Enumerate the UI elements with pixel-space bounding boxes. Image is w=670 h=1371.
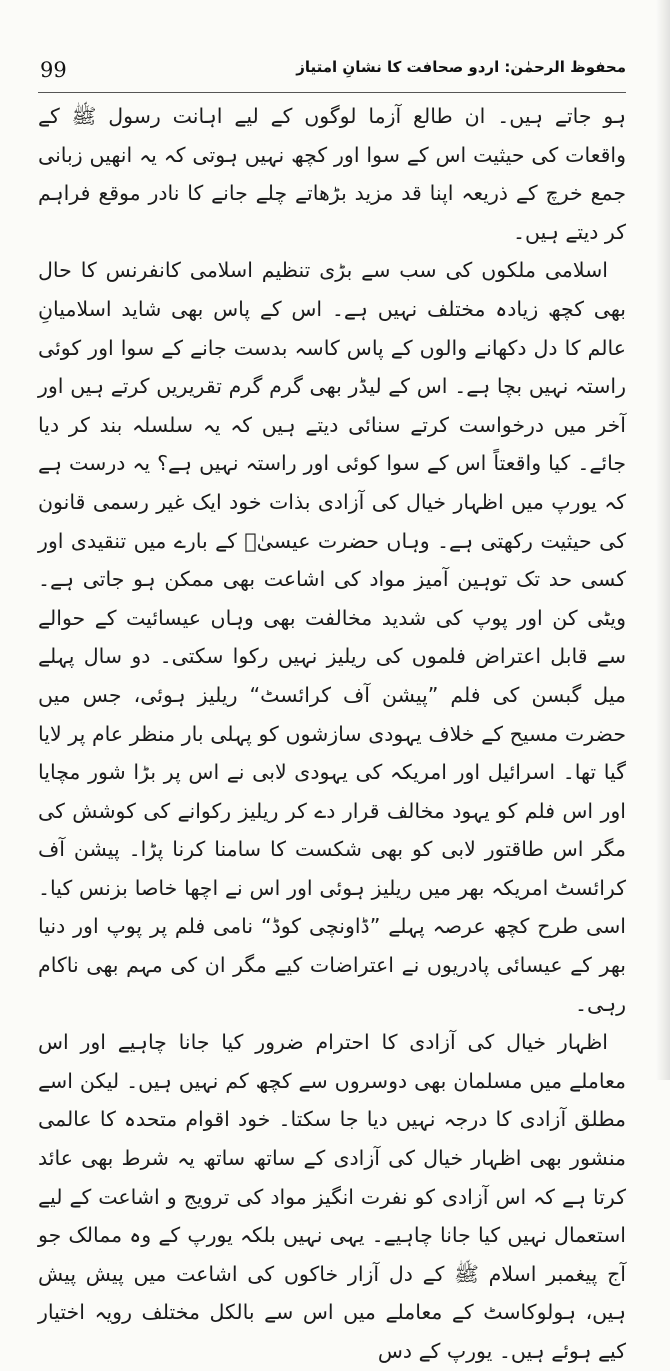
spine-shadow — [656, 0, 670, 1080]
paragraph-3: اظہار خیال کی آزادی کا احترام ضرور کیا جانا چاہیے اور اس معاملے میں مسلمان بھی دوسروں سے کچھ کم نہیں ہیں۔ لیکن اسے مطلق آزادی کا درجہ نہیں دیا جا سکتا۔ خود اقوام متحدہ کا عالمی منشور بھی اظہار خیال کی آزادی کے ساتھ ساتھ یہ شرط بھی عائد کرتا ہے کہ اس آزادی کو نفرت انگیز مواد کی ترویج و اشاعت کے لیے استعمال نہیں کیا جانا چاہیے۔ یہی نہیں بلکہ یورپ کے وہ ممالک جو آج پیغمبر اسلام ﷺ کے دل آزار خاکوں کی اشاعت میں پیش پیش ہیں، ہولوکاسٹ کے معاملے میں اس سے بالکل مختلف رویہ اختیار کیے ہوئے ہیں۔ یورپ کے دس — [38, 1030, 626, 1363]
running-head: محفوظ الرحمٰن: اردو صحافت کا نشانِ امتیاز — [296, 58, 626, 76]
page-header — [38, 44, 626, 93]
body-text — [38, 97, 626, 1371]
paragraph-2: اسلامی ملکوں کی سب سے بڑی تنظیم اسلامی کانفرنس کا حال بھی کچھ زیادہ مختلف نہیں ہے۔ اس کے پاس بھی شاید اسلامیانِ عالم کا دل دکھانے والوں کے پاس کاسہ بدست جانے کے سوا اور کوئی راستہ نہیں بچا ہے۔ اس کے لیڈر بھی گرم گرم تقریریں کرتے ہیں اور آخر میں درخواست کرتے سنائی دیتے ہیں کہ یہ سلسلہ بند کر دیا جائے۔ کیا واقعتاً اس کے سوا کوئی اور راستہ نہیں ہے؟ یہ درست ہے کہ یورپ میں اظہار خیال کی آزادی بذات خود ایک غیر رسمی قانون کی حیثیت رکھتی ہے۔ وہاں حضرت عیسیٰؑ کے بارے میں تنقیدی اور کسی حد تک توہین آمیز مواد کی اشاعت بھی ممکن ہو جاتی ہے۔ ویٹی کن اور پوپ کی شدید مخالفت بھی وہاں عیسائیت کے حوالے سے قابل اعتراض فلموں کی ریلیز نہیں رکوا سکتی۔ دو سال پہلے میل گبسن کی فلم ”پیشن آف کرائسٹ“ ریلیز ہوئی، جس میں حضرت مسیح کے خلاف یہودی سازشوں کو پہلی بار منظر عام پر لایا گیا تھا۔ اسرائیل اور امریکہ کی یہودی لابی نے اس پر بڑا شور مچایا اور اس فلم کو یہود مخالف قرار دے کر ریلیز رکوانے کی کوشش کی مگر اس طاقتور لابی کو بھی شکست کا سامنا کرنا پڑا۔ پیشن آف کرائسٹ امریکہ بھر میں ریلیز ہوئی اور اس نے اچھا خاصا بزنس کیا۔ اسی طرح کچھ عرصہ پہلے ”ڈاونچی کوڈ“ نامی فلم پر پوپ اور دنیا بھر کے عیسائی پادریوں نے اعتراضات کیے مگر ان کی مہم بھی ناکام رہی۔ — [38, 258, 626, 1016]
page-number: 99 — [40, 58, 67, 82]
paragraph-1: ہو جاتے ہیں۔ ان طالع آزما لوگوں کے لیے اہانت رسول ﷺ کے واقعات کی حیثیت اس کے سوا اور کچھ نہیں ہوتی کہ یہ انھیں زبانی جمع خرچ کے ذریعہ اپنا قد مزید بڑھاتے چلے جانے کا نادر موقع فراہم کر دیتے ہیں۔ — [38, 104, 626, 244]
